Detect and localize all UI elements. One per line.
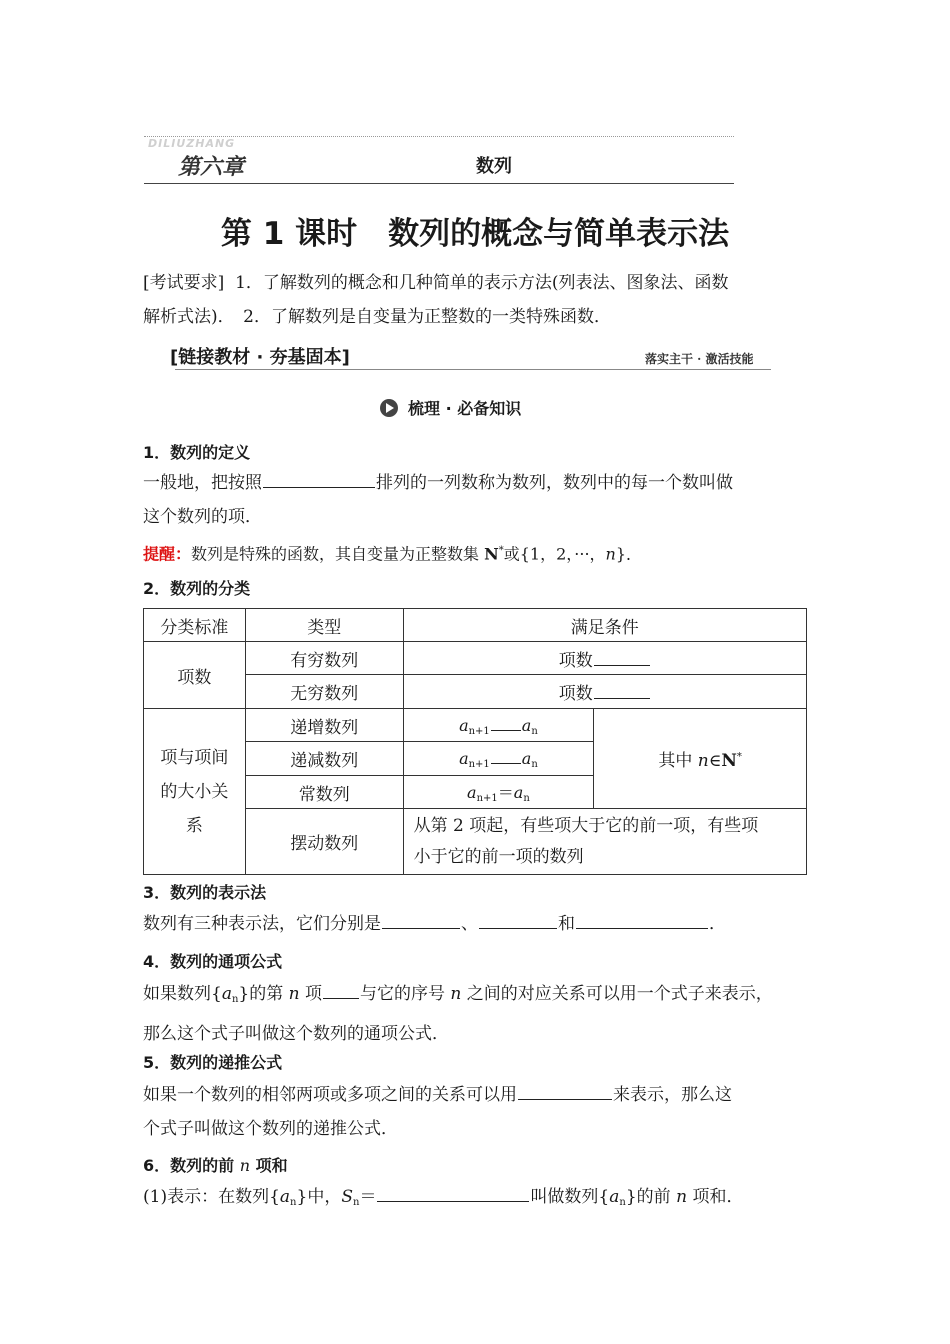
var-a: a [609, 1187, 620, 1207]
requirements-line1: 1．了解数列的概念和几种简单的表示方法(列表法、图象法、函数 [235, 273, 729, 293]
blank [491, 714, 521, 731]
subscript: n+1 [476, 793, 498, 804]
page-title: 第 1 课时 数列的概念与简单表示法 [220, 216, 730, 252]
s3-body [143, 907, 813, 941]
subscript: n+1 [468, 759, 490, 770]
chapter-topic: 数列 [476, 156, 512, 177]
s2-heading: 2．数列的分类 [143, 579, 251, 598]
chapter-label: 第六章 [178, 155, 245, 180]
banner-right: 落实主干 · 激活技能 [645, 352, 754, 366]
type-cell: 有穷数列 [245, 642, 403, 675]
s4-text: 与它的序号 [360, 984, 451, 1004]
play-circle-icon [380, 399, 398, 417]
blank [491, 747, 521, 764]
banner-rule [175, 369, 771, 370]
s3-text: 和 [558, 914, 575, 934]
var-a: a [279, 1187, 291, 1207]
s4-text: 之间的对应关系可以用一个式子来表示， [461, 984, 773, 1004]
s1-text: 排列的一列数称为数列，数列中的每一个数叫做 [376, 473, 733, 493]
section-tag [380, 396, 521, 419]
s6-heading [143, 1153, 288, 1176]
type-cell: 无穷数列 [245, 675, 403, 709]
blank [323, 982, 359, 999]
var-n: n [288, 984, 300, 1004]
s4-text: 项 [299, 984, 323, 1004]
condition-text: 项数 [558, 650, 593, 671]
blank [594, 682, 650, 699]
blank [263, 471, 375, 488]
s6-text: }的前 [625, 1187, 677, 1207]
note-star: * [736, 751, 742, 763]
classification-table [143, 608, 807, 875]
var-n: n [239, 1156, 251, 1175]
blank [594, 649, 650, 666]
subscript: n [531, 759, 538, 770]
header-rule [144, 183, 734, 184]
tip-text: 或{1，2，···， [503, 544, 606, 564]
note-text: 其中 [658, 751, 698, 771]
s6-body [143, 1180, 823, 1220]
tip-label: 提醒： [143, 544, 192, 564]
condition-cell [403, 642, 806, 675]
exam-requirements [143, 266, 813, 334]
equals: ＝ [359, 1187, 377, 1207]
type-cell: 常数列 [245, 776, 403, 809]
var-a: a [459, 749, 469, 768]
s6-heading-text: 6．数列的前 [143, 1156, 240, 1175]
s1-text: 这个数列的项． [143, 507, 262, 527]
var-a: a [467, 783, 477, 802]
subscript: n [352, 1197, 360, 1208]
subscript: n [290, 1197, 297, 1208]
var-a: a [521, 749, 532, 768]
s3-text: 、 [461, 914, 478, 934]
note-n: n [697, 751, 709, 771]
s4-body [143, 977, 823, 1051]
table-header: 满足条件 [403, 609, 806, 642]
blank [479, 912, 557, 929]
subscript: n [531, 725, 538, 737]
tip-n: n [605, 544, 616, 564]
tip-text: }． [615, 544, 643, 564]
subscript: n [231, 994, 239, 1005]
section-tag-label: 梳理 · 必备知识 [408, 399, 522, 418]
condition-cell [403, 675, 806, 709]
type-cell: 摆动数列 [245, 809, 403, 875]
s6-text: 叫做数列{ [530, 1187, 610, 1207]
type-cell: 递增数列 [245, 709, 403, 742]
s4-text: }的第 [238, 984, 289, 1004]
s5-text: 个式子叫做这个数列的递推公式． [143, 1119, 398, 1139]
s5-text: 如果一个数列的相邻两项或多项之间的关系可以用 [143, 1085, 517, 1105]
condition-cell [403, 809, 806, 875]
subscript: n [523, 793, 530, 804]
var-n: n [450, 984, 462, 1004]
s6-text: (1)表示：在数列{ [143, 1187, 280, 1207]
s6-heading-text: 项和 [250, 1156, 288, 1175]
var-a: a [513, 783, 524, 802]
var-S: S [341, 1187, 353, 1207]
tip-star: * [498, 545, 504, 556]
type-cell: 递减数列 [245, 742, 403, 776]
var-a: a [521, 715, 532, 735]
note-cell [594, 709, 807, 809]
s5-body [143, 1078, 823, 1146]
requirements-label: [考试要求] [143, 273, 225, 293]
blank [576, 912, 708, 929]
group-text: 系 [185, 815, 203, 836]
s5-text: 来表示，那么这 [613, 1085, 732, 1105]
s3-text: 数列有三种表示法，它们分别是 [143, 914, 381, 934]
requirements-line2: 解析式法)． 2．了解数列是自变量为正整数的一类特殊函数． [143, 307, 611, 327]
group-text: 项与项间 [160, 747, 229, 768]
group-size-relation [144, 709, 246, 875]
s4-text: 那么这个式子叫做这个数列的通项公式． [143, 1024, 449, 1044]
condition-text: 项数 [558, 684, 593, 704]
condition-text: 从第 2 项起，有些项大于它的前一项，有些项 [413, 815, 759, 836]
s3-heading: 3．数列的表示法 [143, 883, 267, 902]
condition-cell [403, 742, 594, 776]
s1-text: 一般地，把按照 [143, 473, 262, 493]
group-term-count: 项数 [144, 642, 246, 709]
s6-text: }中， [296, 1187, 342, 1207]
chapter-pinyin: DILIUZHANG [148, 137, 236, 150]
s1-body [143, 466, 813, 571]
s4-text: 如果数列{ [143, 984, 222, 1004]
blank [377, 1185, 529, 1202]
table-header: 分类标准 [144, 609, 246, 642]
var-a: a [221, 984, 232, 1004]
blank [518, 1083, 612, 1100]
condition-text: 小于它的前一项的数列 [413, 846, 584, 867]
tip-set: N [484, 544, 499, 564]
note-text: ∈ [708, 751, 722, 771]
group-text: 的大小关 [160, 781, 229, 802]
subscript: n [619, 1197, 626, 1208]
equals: ＝ [497, 783, 514, 802]
s4-heading: 4．数列的通项公式 [143, 952, 283, 971]
s5-heading: 5．数列的递推公式 [143, 1053, 283, 1072]
s3-text: ． [709, 914, 726, 934]
tip-text: 数列是特殊的函数，其自变量为正整数集 [191, 544, 485, 564]
condition-cell [403, 776, 594, 809]
s6-text: 项和． [687, 1187, 744, 1207]
subscript: n+1 [468, 725, 490, 737]
table-header: 类型 [245, 609, 403, 642]
var-a: a [459, 715, 469, 735]
banner-left: [链接教材 · 夯基固本] [170, 347, 350, 368]
condition-cell [403, 709, 594, 742]
s1-heading: 1．数列的定义 [143, 443, 251, 462]
note-set: N [721, 751, 737, 771]
var-n: n [676, 1187, 688, 1207]
blank [382, 912, 460, 929]
